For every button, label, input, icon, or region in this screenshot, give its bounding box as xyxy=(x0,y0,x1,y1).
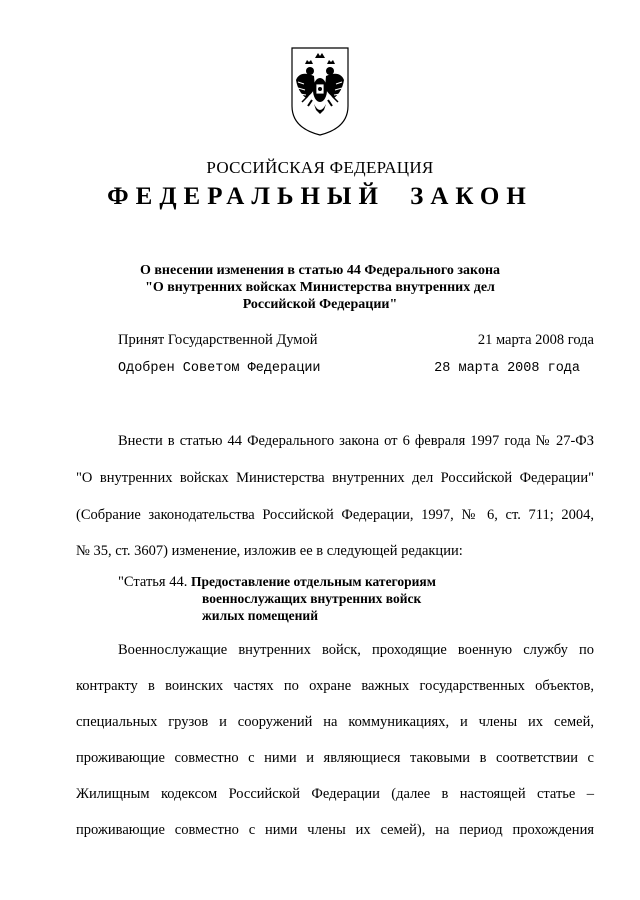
council-approval-row xyxy=(118,361,580,376)
subject-line: О внесении изменения в статью 44 Федерального закона xyxy=(139,263,501,278)
intro-line: (Собрание законодательства Российской Федерации, 1997, № 6, ст. 711; 2004, xyxy=(76,507,594,523)
law-type-heading: ФЕДЕРАЛЬНЫЙ ЗАКОН xyxy=(107,183,533,210)
article-heading xyxy=(118,574,436,590)
duma-label: Принят Государственной Думой xyxy=(118,332,318,348)
intro-line: № 35, ст. 3607) изменение, изложив ее в следующей редакции: xyxy=(76,543,463,559)
subject-line: "О внутренних войсках Министерства внутренних дел xyxy=(145,280,495,295)
article-title-line: жилых помещений xyxy=(202,608,318,623)
council-date: 28 марта 2008 года xyxy=(434,361,580,376)
body-line: проживающие совместно с ними и являющиеся таковыми в соответствии с xyxy=(76,750,594,766)
article-number: "Статья 44. xyxy=(118,574,188,590)
article-title-line: военнослужащих внутренних войск xyxy=(202,591,422,606)
article-title-line: Предоставление отдельным категориям xyxy=(190,574,436,589)
body-line: Жилищным кодексом Российской Федерации (далее в настоящей статье – xyxy=(76,786,594,802)
body-line: Военнослужащие внутренних войск, проходящие военную службу по xyxy=(118,642,594,658)
subject-line: Российской Федерации" xyxy=(242,297,398,312)
body-line: контракту в воинских частях по охране важных государственных объектов, xyxy=(76,678,594,694)
duma-date: 21 марта 2008 года xyxy=(477,332,594,348)
law-subject-title xyxy=(60,262,580,313)
coat-of-arms-emblem xyxy=(288,44,352,138)
body-line: специальных грузов и сооружений на коммуникациях, и члены их семей, xyxy=(76,714,594,730)
country-heading: РОССИЙСКАЯ ФЕДЕРАЦИЯ xyxy=(206,158,434,177)
body-line: проживающие совместно с ними члены их семей), на период прохождения xyxy=(76,822,594,838)
intro-line: Внести в статью 44 Федерального закона от 6 февраля 1997 года № 27-ФЗ xyxy=(118,433,594,449)
council-label: Одобрен Советом Федерации xyxy=(118,361,321,376)
intro-line: "О внутренних войсках Министерства внутренних дел Российской Федерации" xyxy=(76,470,594,486)
duma-adoption-row xyxy=(118,332,594,349)
